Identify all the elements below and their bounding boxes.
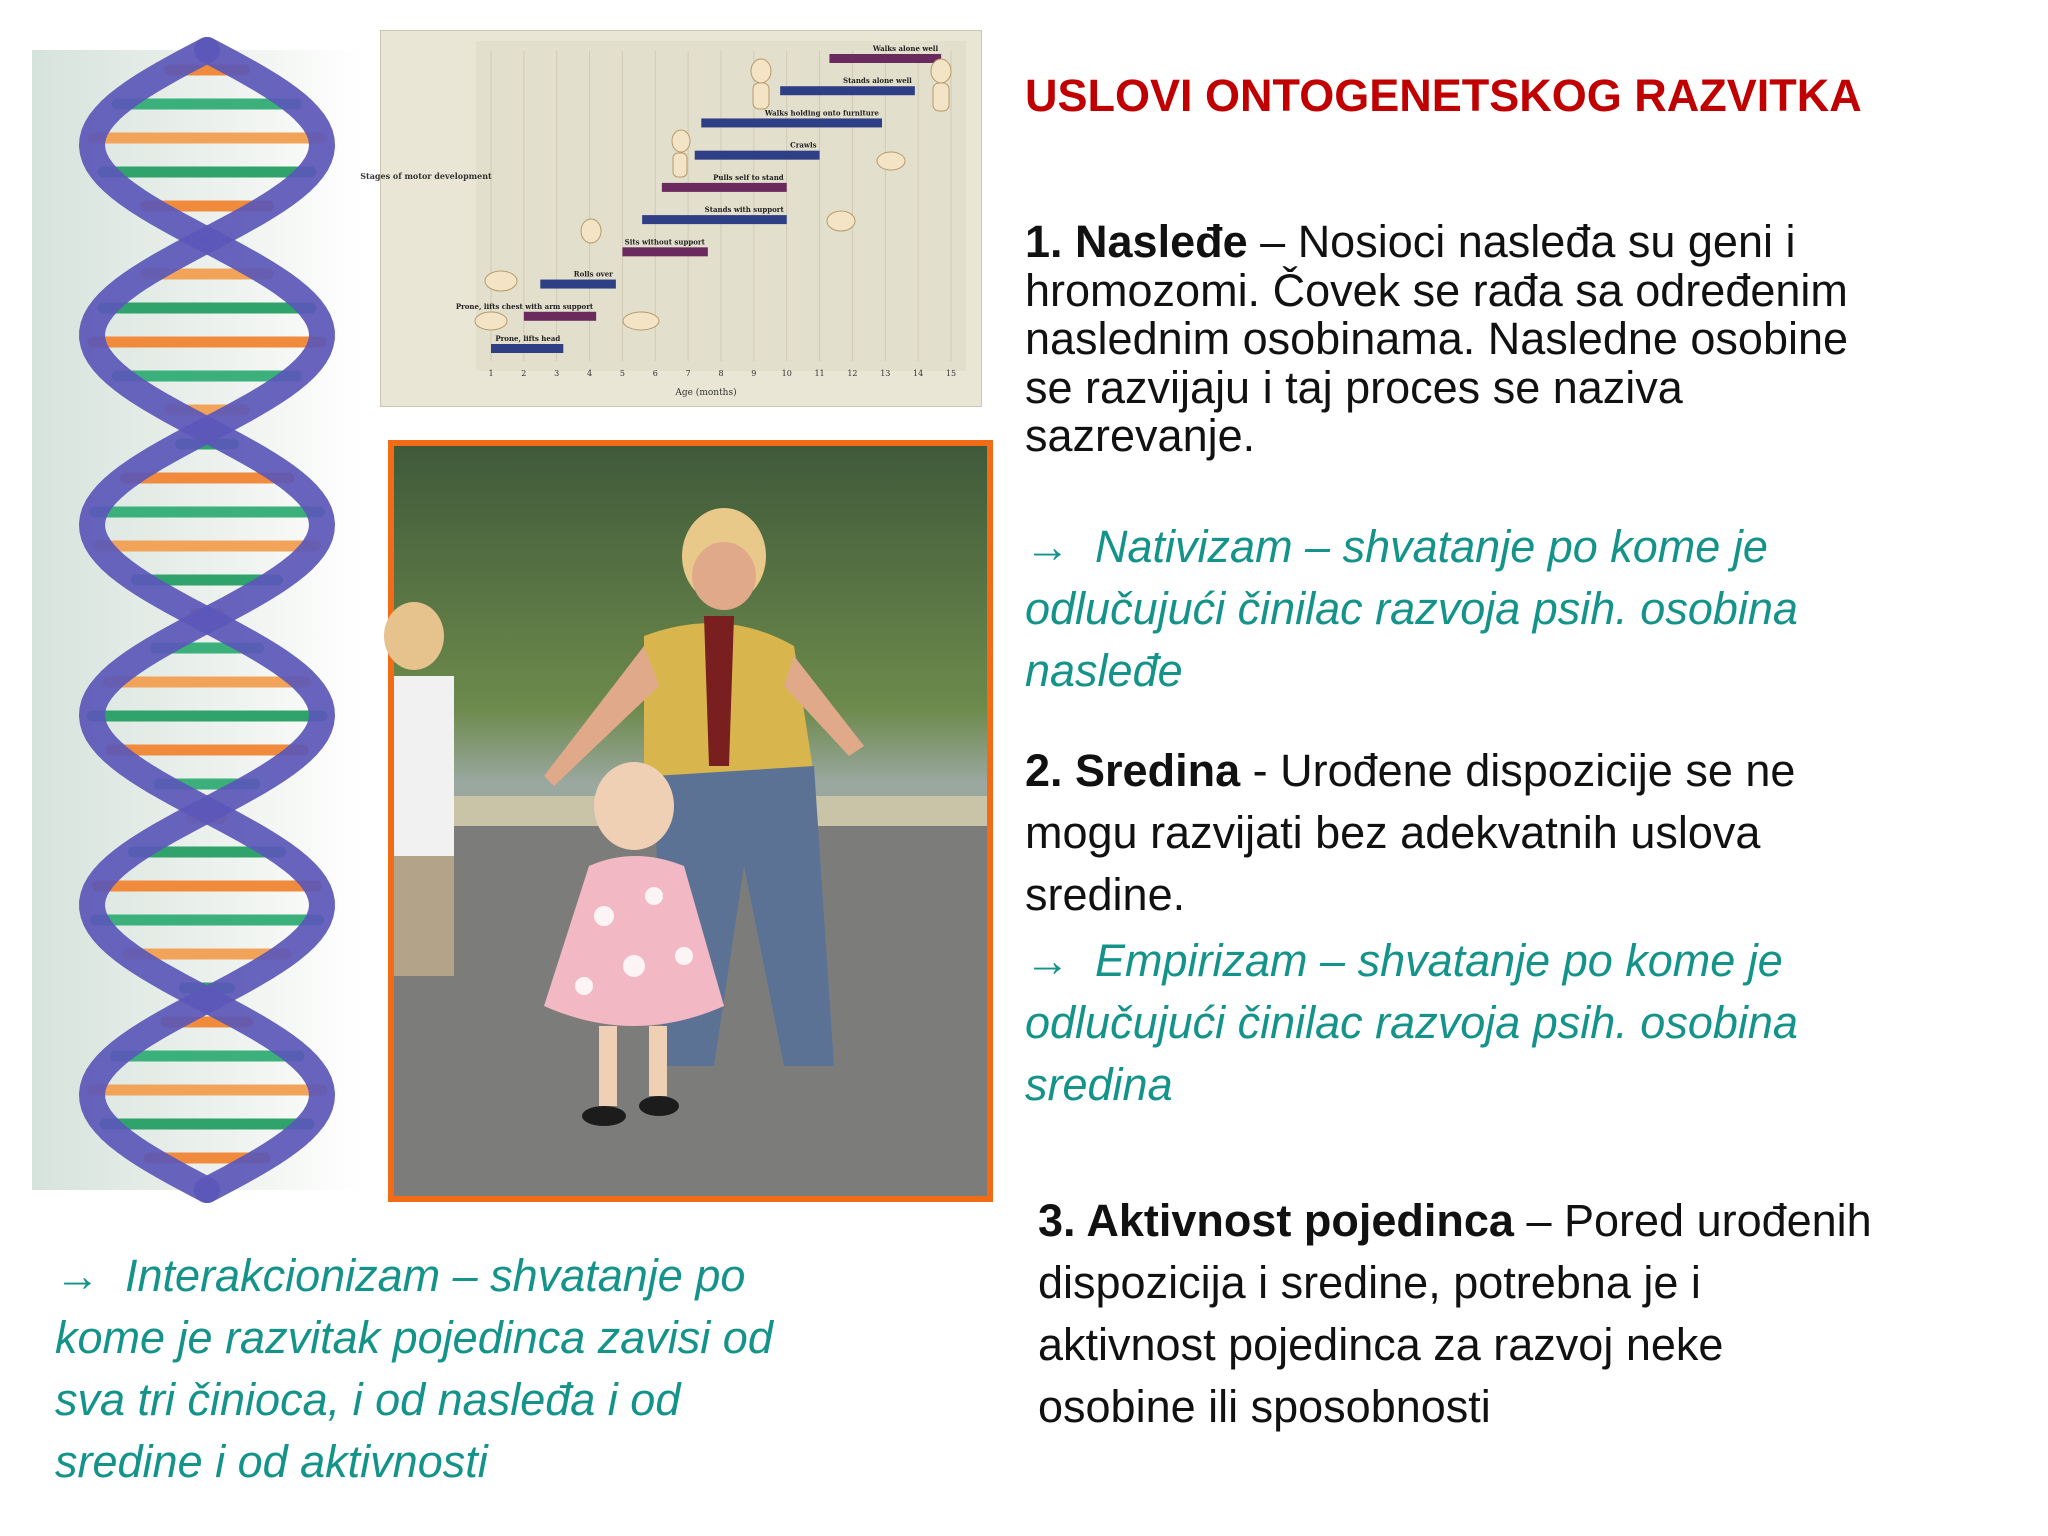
section1-dash: – xyxy=(1247,216,1298,267)
chart-tick-label: 14 xyxy=(913,369,924,378)
section3-line-2: aktivnost pojedinca za razvoj neke xyxy=(1038,1319,1724,1370)
photo-mother-child xyxy=(388,440,993,1202)
chart-stage-label: Walks holding onto furniture xyxy=(764,108,879,118)
chart-stage-bar xyxy=(491,344,563,353)
section3-dash: – xyxy=(1513,1195,1564,1246)
chart-tick-label: 6 xyxy=(652,369,658,378)
interakcionizam-line-3: sredine i od aktivnosti xyxy=(55,1436,488,1487)
section2-heading: 2. Sredina xyxy=(1025,745,1241,796)
interakcionizam-line-1: kome je razvitak pojedinca zavisi od xyxy=(55,1312,773,1363)
chart-ylabel: Stages of motor development xyxy=(360,171,492,181)
chart-stage-label: Stands alone well xyxy=(843,76,912,86)
chart-stage-label: Prone, lifts head xyxy=(495,334,561,343)
section2-dash: - xyxy=(1240,745,1281,796)
chart-stage-bar xyxy=(642,215,787,224)
section1-line-1: hromozomi. Čovek se rađa sa određenim xyxy=(1025,264,1848,316)
empirizam-arrow-icon: → xyxy=(1025,935,1070,986)
section-sredina xyxy=(1025,740,2025,926)
chart-stage-label: Sits without support xyxy=(624,237,705,247)
chart-tick-label: 12 xyxy=(847,369,858,378)
chart-stage-bar xyxy=(540,280,616,289)
chart-tick-label: 10 xyxy=(781,369,792,378)
chart-tick-label: 7 xyxy=(685,369,691,378)
chart-stage-label: Prone, lifts chest with arm support xyxy=(455,301,594,311)
section-nasledje xyxy=(1025,218,2025,461)
chart-stage-label: Stands with support xyxy=(704,205,784,215)
interakcionizam-block xyxy=(55,1245,995,1493)
chart-tick-label: 5 xyxy=(619,369,625,378)
interakcionizam-line-2: sva tri činioca, i od nasleđa i od xyxy=(55,1374,681,1425)
section-aktivnost xyxy=(1038,1190,2038,1438)
interakcionizam-line-0: Interakcionizam – shvatanje po xyxy=(125,1250,746,1301)
chart-tick-label: 4 xyxy=(587,369,593,378)
motor-chart-svg xyxy=(360,31,981,406)
section2-line-0: Urođene dispozicije se ne xyxy=(1280,745,1796,796)
chart-tick-label: 13 xyxy=(880,369,891,378)
chart-tick-label: 15 xyxy=(945,369,957,378)
nativizam-line-2: nasleđe xyxy=(1025,645,1183,696)
chart-tick-label: 3 xyxy=(554,369,560,378)
dna-illustration xyxy=(32,50,362,1190)
chart-stage-bar xyxy=(524,312,596,321)
nativizam-line-0: Nativizam – shvatanje po kome je xyxy=(1095,521,1768,572)
chart-stage-bar xyxy=(622,247,707,256)
nativizam-line-1: odlučujući činilac razvoja psih. osobina xyxy=(1025,583,1798,634)
nativizam-block xyxy=(1025,516,2025,702)
chart-stage-label: Crawls xyxy=(790,140,817,150)
dna-helix-image xyxy=(32,50,362,1190)
empirizam-line-1: odlučujući činilac razvoja psih. osobina xyxy=(1025,997,1798,1048)
empirizam-line-0: Empirizam – shvatanje po kome je xyxy=(1095,935,1783,986)
empirizam-block xyxy=(1025,930,2025,1116)
chart-tick-label: 1 xyxy=(488,369,494,378)
section2-line-1: mogu razvijati bez adekvatnih uslova xyxy=(1025,807,1761,858)
motor-development-chart xyxy=(360,30,982,407)
section3-line-1: dispozicija i sredine, potrebna je i xyxy=(1038,1257,1701,1308)
empirizam-line-2: sredina xyxy=(1025,1059,1173,1110)
photo-illustration xyxy=(394,446,987,1196)
slide-title: USLOVI ONTOGENETSKOG RAZVITKA xyxy=(1025,70,1862,121)
chart-tick-label: 11 xyxy=(814,369,825,378)
section3-line-0: Pored urođenih xyxy=(1563,1195,1872,1246)
interakcionizam-arrow-icon: → xyxy=(55,1250,100,1301)
chart-stage-bar xyxy=(829,54,941,63)
section1-line-0: Nosioci nasleđa su geni i xyxy=(1297,216,1796,267)
chart-stage-label: Walks alone well xyxy=(872,44,939,53)
chart-stage-bar xyxy=(701,118,882,127)
chart-stage-label: Pulls self to stand xyxy=(713,172,784,182)
chart-tick-label: 8 xyxy=(718,369,724,378)
section3-heading: 3. Aktivnost pojedinca xyxy=(1038,1195,1514,1246)
chart-stage-bar xyxy=(780,86,915,95)
section3-line-3: osobine ili sposobnosti xyxy=(1038,1381,1491,1432)
section1-line-3: se razvijaju i taj proces se naziva xyxy=(1025,361,1683,413)
chart-tick-label: 2 xyxy=(521,369,527,378)
chart-tick-label: 9 xyxy=(751,369,757,378)
section1-heading: 1. Nasleđe xyxy=(1025,216,1248,267)
chart-xlabel: Age (months) xyxy=(675,388,737,398)
chart-stage-bar xyxy=(695,151,820,160)
section1-line-2: naslednim osobinama. Nasledne osobine xyxy=(1025,313,1849,365)
chart-stage-bar xyxy=(662,183,787,192)
chart-stage-label: Rolls over xyxy=(573,269,613,279)
section2-line-2: sredine. xyxy=(1025,869,1186,920)
nativizam-arrow-icon: → xyxy=(1025,521,1070,572)
section1-line-4: sazrevanje. xyxy=(1025,410,1256,462)
